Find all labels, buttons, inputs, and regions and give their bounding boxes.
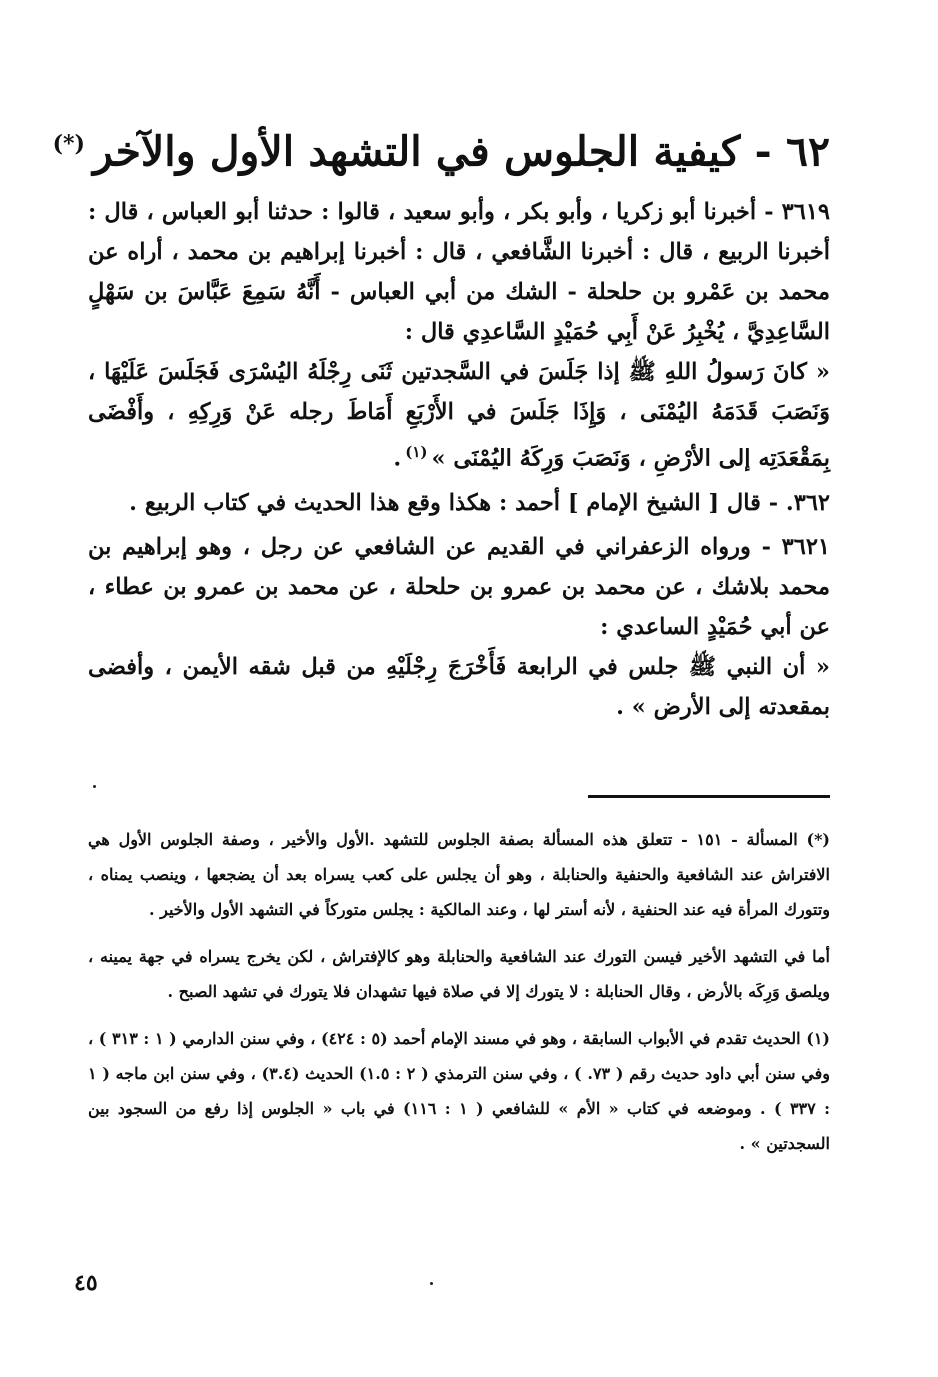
footnote-1-ref: (١) [405,443,428,461]
main-text [88,192,830,727]
hadith-3621-matn: « أن النبي ﷺ جلس في الرابعة فَأَخْرَجَ رِجْلَيْهِ من قبل شقه الأيمن ، وأفضى بمقعدته إلى الأرض » . [88,653,830,720]
footnote-1-text: (١) الحديث تقدم في الأبواب السابقة ، وهو في مسند الإمام أحمد (٥ : ٤٢٤) ، وفي سنن الدارمي ( ١ : ٣١٣ ) ، وفي سنن أبي داود حديث رقم ( ٧٣. ) ، وفي سنن الترمذي ( ٢ : ١.٥) الحديث (٣.٤) ، وفي سنن ابن ماجه ( ١ : ٣٣٧ ) . وموضعه في كتاب « الأم » للشافعي ( ١ : ١١٦) في باب « الجلوس إذا رفع من السجود بين السجدتين » . [88,1029,831,1153]
page-number: ٤٥ [74,1270,98,1296]
hadith-3621-isnad: ٣٦٢١ - ورواه الزعفراني في القديم عن الشافعي عن رجل ، وهو إبراهيم بن محمد بلاشك ، عن محمد بن عمرو بن حلحلة ، عن محمد بن عمرو بن عطاء ، عن أبي حُمَيْدٍ الساعدي : [88,533,830,640]
star-footnote-part-2: أما في التشهد الأخير فيسن التورك عند الشافعية والحنابلة وهو كالإفتراش ، لكن يخرج يسراه في جهة يمينه ، ويلصق وَرِكَه بالأرض ، وقال الحنابلة : لا يتورك إلا في صلاة فيها تشهدان فلا يتورك في تشهد الصبح . [88,947,830,1001]
star-footnote-part-1: (*) المسألة - ١٥١ - تتعلق هذه المسألة بصفة الجلوس للتشهد .الأول والأخير ، وصفة الجلوس الأول هي الافتراش عند الشافعية والحنفية والحنابلة ، وهو أن يجلس على كعب يسراه بعد أن يضجعها ، وينصب يمناه ، وتتورك المرأة فيه عند الحنفية ، لأنه أستر لها ، وعند المالكية : يجلس متوركاً في التشهد الأول والأخير . [88,830,831,919]
footnotes [88,822,830,1161]
hadith-3619-matn [88,352,830,479]
print-speck [430,1282,433,1285]
footnote-separator [588,795,830,798]
footnote-1 [88,1021,830,1161]
hadith-3619-matn-text: « كانَ رَسولُ اللهِ ﷺ إذا جَلَسَ في السَّجدتين ثَنَى رِجْلَهُ اليُسْرَى فَجَلَسَ عَلَيْهَا ، وَنَصَبَ قَدَمَهُ اليُمْنَى ، وَإِذَا جَلَسَ في الأَرْبَعِ أَمَاطَ رجله عَنْ وَرِكِهِ ، وأَفْضَى بِمَقْعَدَتِه إلى الأرْضِ ، وَنَصَبَ وَرِكَهُ اليُمْنَى » [88,359,830,472]
hadith-end-mark: . [393,445,402,472]
chapter-title-text: ٦٢ - كيفية الجلوس في التشهد الأول والآخر [92,127,830,176]
hadith-3619-isnad: ٣٦١٩ - أخبرنا أبو زكريا ، وأبو بكر ، وأبو سعيد ، قالوا : حدثنا أبو العباس ، قال : أخبرنا الربيع ، قال : أخبرنا الشَّافعي ، قال : أخبرنا إبراهيم بن محمد ، أراه عن محمد بن عَمْرو بن حلحلة - الشك من أبي العباس - أَنَّهُ سَمِعَ عَبَّاسَ بن سَهْلٍ السَّاعِدِيَّ ، يُخْبِرُ عَنْ أَبِي حُمَيْدٍ السَّاعدِي قال : [88,199,830,345]
chapter-footnote-marker: (*) [52,131,85,157]
star-footnote-continued [88,939,830,1009]
comment-3620: ٣٦٢. - قال [ الشيخ الإمام ] أحمد : هكذا وقع هذا الحديث في كتاب الربيع . [129,489,830,516]
print-speck [93,785,96,788]
star-footnote [88,822,830,927]
chapter-title [52,112,830,184]
